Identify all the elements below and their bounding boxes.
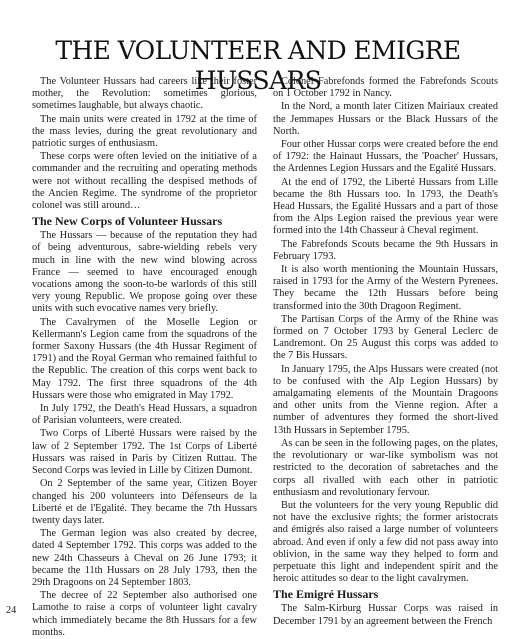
paragraph: In January 1795, the Alps Hussars were created (not to be confused with the Alp Legion Hussars) by amalgamating elements of the Mountain Dragoons and other units from the Vienne region. After a number of adventures they formed the short-lived 13th Hussars in September 1795. — [273, 363, 498, 436]
paragraph: The decree of 22 September also authorised one Lamothe to raise a corps of volunteer light cavalry which immediately became the 8th Hussars for a few months. — [32, 590, 257, 638]
paragraph: But the volunteers for the very young Republic did not have the exclusive rights; the former aristocrats and émigrés also raised a large number of volunteers abroad. And even if only a few did not pass away into oblivion, in the same way they helped to form and perpetuate this light and independent spirit and the heroic attitudes so dear to the light cavalrymen. — [273, 499, 498, 585]
paragraph: The Cavalrymen of the Moselle Legion or Kellermann's Legion came from the squadrons of the former Saxony Hussars (the 4th Hussar Regiment of 1791) and the Royal German who remained faithful to the Republic. The creation of this corps went back to May 1792. The first three squadrons of the 4th Hussars were those who emigrated in May 1792. — [32, 316, 257, 401]
paragraph: The main units were created in 1792 at the time of the mass levies, during the great revolutionary and patriotic surges of enthusiasm. — [32, 113, 257, 150]
left-column — [32, 76, 257, 638]
paragraph: Two Corps of Liberté Hussars were raised by the law of 2 September 1792. The 1st Corps of Liberté Hussars was raised in Paris by Citizen Ruttau. The Second Corps was levied in Lille by Citizen Dumont. — [32, 428, 257, 477]
right-column — [273, 76, 498, 627]
section-heading: The Emigré Hussars — [273, 587, 379, 602]
paragraph: The Partisan Corps of the Army of the Rhine was formed on 7 October 1793 by General Leclerc de Landremont. On 25 August this corps was added to the 7 Bis Hussars. — [273, 313, 498, 362]
paragraph: Colonel Fabrefonds formed the Fabrefonds Scouts on 1 October 1792 in Nancy. — [273, 76, 498, 100]
paragraph: The German legion was also created by decree, dated 4 September 1792. This corps was added to the new 24th Chasseurs à Cheval on 26 June 1793; it became the 11th Hussars on 28 July 1793, then the 29th Dragoons on 24 September 1803. — [32, 528, 257, 588]
text-columns — [32, 76, 500, 638]
paragraph: The Volunteer Hussars had careers like their foster mother, the Revolution: sometimes glorious, sometimes laughable, but always chaotic. — [32, 76, 257, 112]
paragraph: As can be seen in the following pages, on the plates, the revolutionary or war-like symbolism was not restricted to the decoration of sabretaches and the corps all rivalled with each other in patriotic enthusiasm and revolutionary fervour. — [273, 437, 498, 498]
page-title: THE VOLUNTEER AND EMIGRE HUSSARS — [55, 36, 461, 95]
paragraph: At the end of 1792, the Liberté Hussars from Lille became the 8th Hussars too. In 1793, the Death's Head Hussars, the Egalité Hussars and a part of those from the Alps Legion raised the previous year were formed into the 14th Chasseur à Cheval regiment. — [273, 176, 498, 237]
section-heading: The New Corps of Volunteer Hussars — [32, 214, 223, 229]
paragraph: In the Nord, a month later Citizen Mairiaux created the Jemmapes Hussars or the Black Hussars of the North. — [273, 101, 498, 137]
paragraph: The Fabrefonds Scouts became the 9th Hussars in February 1793. — [273, 238, 498, 262]
paragraph: These corps were often levied on the initiative of a commander and the recruiting and operating methods were not without recalling the despised methods of the Ancien Regime. The syndrome of the proprietor colonel was still around… — [32, 151, 257, 212]
paragraph: Four other Hussar corps were created before the end of 1792: the Hainaut Hussars, the 'Poacher' Hussars, the Ardennes Legion Hussars and the Egalité Hussars. — [273, 139, 498, 175]
paragraph: The Hussars — because of the reputation they had of being adventurous, sabre-wielding rebels very much in line with the new wind blowing across France — seemed to have encouraged enough vocations among the soon-to-be warlords of this still very young Republic. We propose going over these units with such evocative names very briefly. — [32, 230, 257, 315]
paragraph: The Salm-Kirburg Hussar Corps was raised in December 1791 by an agreement between the French — [273, 603, 498, 627]
paragraph: On 2 September of the same year, Citizen Boyer changed his 200 volunteers into Défenseurs de la Liberté et de l'Egalité. They became the 7th Hussars twenty days later. — [32, 478, 257, 526]
paragraph: It is also worth mentioning the Mountain Hussars, raised in 1793 for the Army of the Western Pyrenees. They became the 12th Hussars before being transformed into the 30th Dragoon Regiment. — [273, 264, 498, 312]
page-number: 24 — [6, 605, 17, 616]
paragraph: In July 1792, the Death's Head Hussars, a squadron of Parisian volunteers, were created. — [32, 403, 257, 427]
